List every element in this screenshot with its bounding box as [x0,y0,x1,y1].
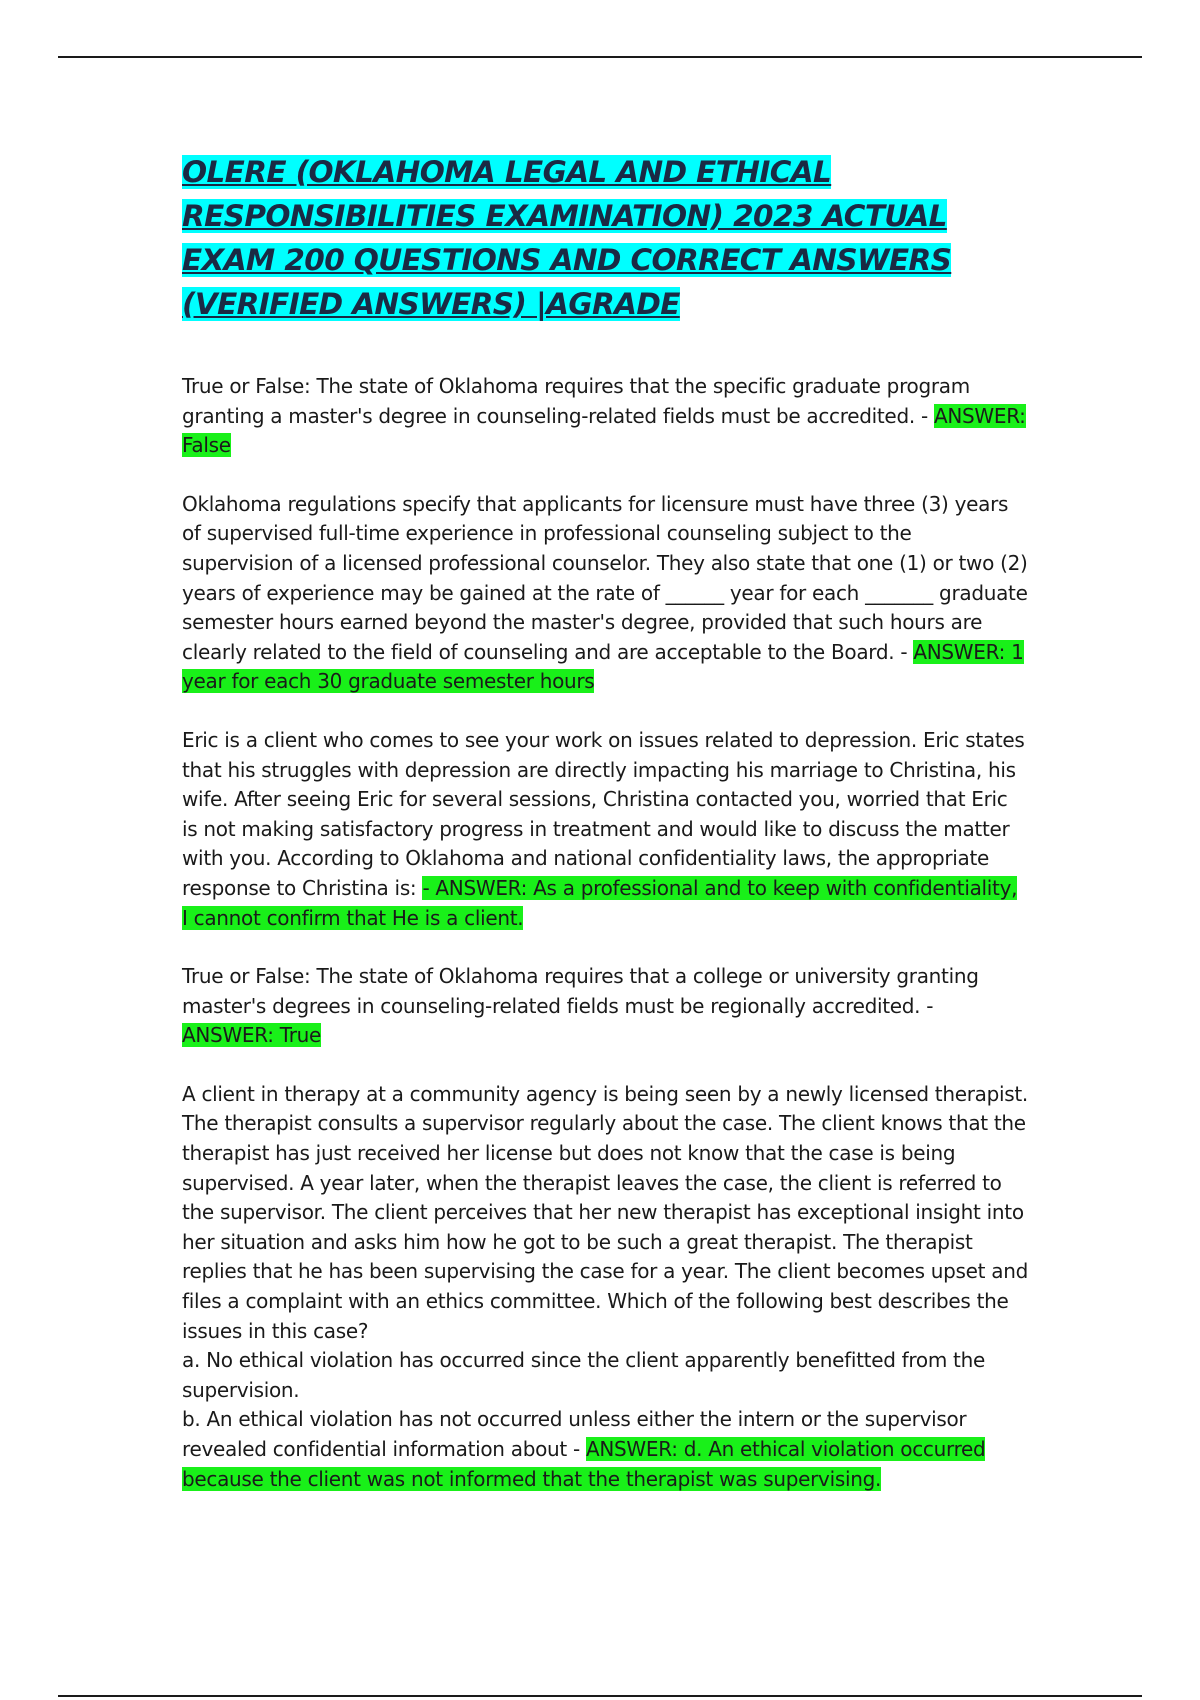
qa-item-2 [182,490,1028,697]
answer-highlight: - ANSWER: As a professional and to keep with confidentiality, I cannot confirm that He is a client. [182,875,1018,930]
question-text: Oklahoma regulations specify that applicants for licensure must have three (3) years of supervised full-time experience in professional counseling subject to the supervision of a licensed professional counselor. They also state that one (1) or two (2) years of experience may be gained at the rate of ______ year for each _______ graduate semester hours earned beyond the master's degree, provided that such hours are clearly related to the field of counseling and are acceptable to the Board. - [182,491,1028,664]
question-text: Eric is a client who comes to see your work on issues related to depression. Eric states that his struggles with depression are directly impacting his marriage to Christina, his wife. After seeing Eric for several sessions, Christina contacted you, worried that Eric is not making satisfactory progress in treatment and would like to discuss the matter with you. According to Oklahoma and national confidentiality laws, the appropriate response to Christina is: [182,727,1025,900]
question-text: True or False: The state of Oklahoma requires that a college or university granting master's degrees in counseling-related fields must be regionally accredited. - [182,964,979,1018]
question-text: True or False: The state of Oklahoma requires that the specific graduate program granting a master's degree in counseling-related fields must be accredited. - [182,374,970,428]
header-rule [58,56,1142,58]
footer-rule [58,1695,1142,1697]
qa-item-5 [182,1080,1028,1494]
option-b-text: b. An ethical violation has not occurred unless either the intern or the supervisor revealed confidential information about - [182,1407,967,1461]
document-title [182,150,1028,326]
qa-item-3 [182,726,1028,933]
option-a-text: a. No ethical violation has occurred since the client apparently benefitted from the supervision. [182,1348,985,1402]
answer-highlight: ANSWER: True [182,1023,322,1048]
title-highlight: OLERE (OKLAHOMA LEGAL AND ETHICAL RESPONSIBILITIES EXAMINATION) 2023 ACTUAL EXAM 200 QUESTIONS AND CORRECT ANSWERS (VERIFIED ANSWERS) |AGRADE [182,155,952,321]
question-text: A client in therapy at a community agency is being seen by a newly licensed therapist. The therapist consults a supervisor regularly about the case. The client knows that the therapist has just received her license but does not know that the case is being supervised. A year later, when the therapist leaves the case, the client is referred to the supervisor. The client perceives that her new therapist has exceptional insight into her situation and asks him how he got to be such a great therapist. The therapist replies that he has been supervising the case for a year. The client becomes upset and files a complaint with an ethics committee. Which of the following best describes the issues in this case? [182,1081,1028,1343]
qa-item-1 [182,372,1028,461]
answer-highlight: ANSWER: d. An ethical violation occurred because the client was not informed that the therapist was supervising. [182,1437,986,1491]
answer-highlight: ANSWER: 1 year for each 30 graduate semester hours [182,639,1024,694]
qa-item-4 [182,962,1028,1051]
document-body [182,150,1028,1494]
answer-highlight: ANSWER: False [182,403,1026,458]
